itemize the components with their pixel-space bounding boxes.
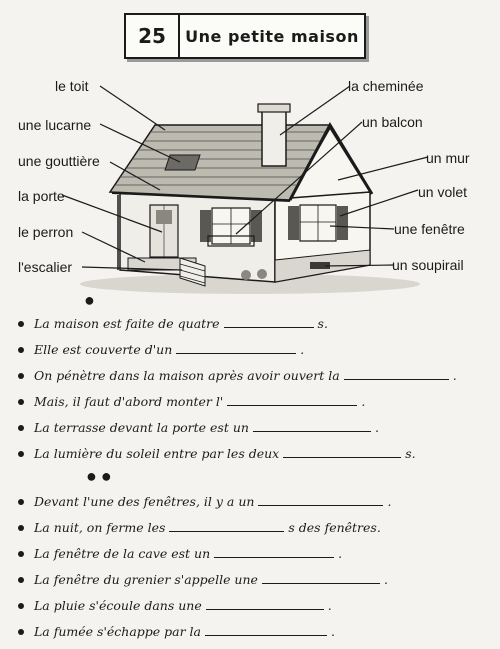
level-marker-2: ●● (86, 466, 116, 486)
exercise-sentence: La terrasse devant la porte est un . (18, 420, 379, 435)
label-soupirail: un soupirail (392, 257, 464, 273)
fill-blank[interactable] (224, 326, 314, 328)
bullet-icon (18, 551, 24, 557)
bullet-icon (18, 399, 24, 405)
exercise-sentence: Elle est couverte d'un . (18, 342, 304, 357)
exercise-sentence: Devant l'une des fenêtres, il y a un . (18, 494, 391, 509)
exercise-sentence: La lumière du soleil entre par les deux s. (18, 446, 416, 461)
bullet-icon (18, 603, 24, 609)
exercise-sentence: La fumée s'échappe par la . (18, 624, 335, 639)
fill-blank[interactable] (283, 456, 401, 458)
exercise-sentence: La fenêtre de la cave est un . (18, 546, 342, 561)
label-volet: un volet (418, 184, 468, 200)
exercise-sentence: La maison est faite de quatre s. (18, 316, 328, 331)
bullet-icon (18, 577, 24, 583)
level-marker-1: ● (84, 290, 99, 310)
fill-blank[interactable] (214, 556, 334, 558)
fill-blank[interactable] (262, 582, 380, 584)
fill-blank[interactable] (176, 352, 296, 354)
fill-blank[interactable] (169, 530, 284, 532)
label-mur: un mur (426, 150, 470, 166)
fill-blank[interactable] (258, 504, 383, 506)
exercise-sentence: On pénètre dans la maison après avoir ouvert la . (18, 368, 457, 383)
house-illustration (0, 0, 500, 300)
exercise-sentence: La fenêtre du grenier s'appelle une . (18, 572, 388, 587)
label-balcon: un balcon (362, 114, 423, 130)
label-toit: le toit (55, 78, 89, 94)
fill-blank[interactable] (205, 634, 327, 636)
bullet-icon (18, 499, 24, 505)
bullet-icon (18, 525, 24, 531)
fill-blank[interactable] (344, 378, 449, 380)
exercise-sentence: La pluie s'écoule dans une . (18, 598, 332, 613)
label-porte: la porte (18, 188, 65, 204)
label-perron: le perron (18, 224, 74, 240)
fill-blank[interactable] (206, 608, 324, 610)
exercise-sentence: La nuit, on ferme les s des fenêtres. (18, 520, 381, 535)
bullet-icon (18, 321, 24, 327)
label-fenetre: une fenêtre (394, 221, 465, 237)
exercise-title: Une petite maison (185, 26, 359, 46)
bullet-icon (18, 451, 24, 457)
label-lucarne: une lucarne (18, 117, 92, 133)
label-cheminee: la cheminée (348, 78, 424, 94)
fill-blank[interactable] (253, 430, 371, 432)
bullet-icon (18, 373, 24, 379)
fill-blank[interactable] (227, 404, 357, 406)
label-gouttiere: une gouttière (18, 153, 100, 169)
exercise-number: 25 (126, 15, 180, 57)
bullet-icon (18, 347, 24, 353)
bullet-icon (18, 425, 24, 431)
exercise-sentence: Mais, il faut d'abord monter l' . (18, 394, 365, 409)
bullet-icon (18, 629, 24, 635)
label-escalier: l'escalier (18, 259, 73, 275)
